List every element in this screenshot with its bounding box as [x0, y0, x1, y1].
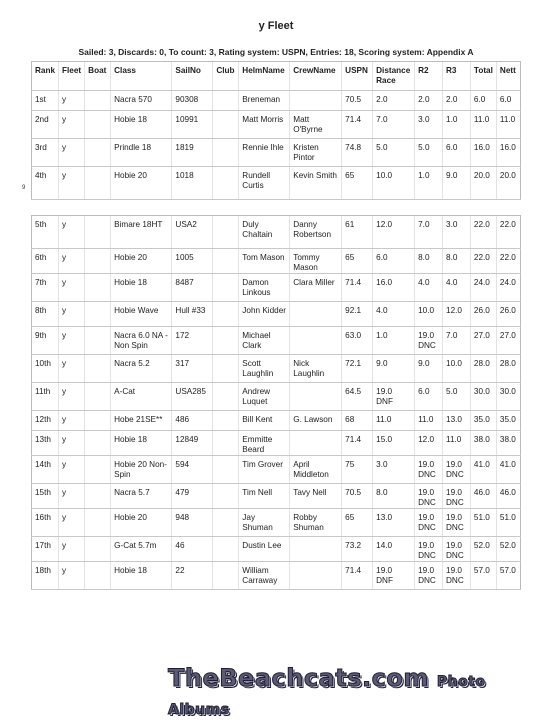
cell-sailno: 1005 — [172, 249, 213, 274]
table-row — [32, 509, 521, 537]
cell-rank: 4th — [32, 167, 59, 200]
cell-club — [213, 91, 239, 111]
cell-rank: 11th — [32, 383, 59, 411]
cell-class: Hobie 20 Non-Spin — [111, 456, 172, 484]
cell-r2: 4.0 — [415, 274, 443, 302]
cell-distance: 14.0 — [373, 537, 415, 562]
cell-sailno: 948 — [172, 509, 213, 537]
cell-fleet: y — [59, 456, 85, 484]
column-header: Fleet — [59, 62, 85, 91]
cell-fleet: y — [59, 111, 85, 139]
cell-r2: 19.0 DNC — [415, 327, 443, 355]
cell-sailno: 594 — [172, 456, 213, 484]
cell-club — [213, 411, 239, 431]
cell-uspn: 71.4 — [342, 274, 373, 302]
cell-nett: 35.0 — [496, 411, 520, 431]
cell-total: 46.0 — [470, 484, 496, 509]
cell-total: 28.0 — [470, 355, 496, 383]
cell-nett: 38.0 — [496, 431, 520, 456]
cell-uspn: 70.5 — [342, 484, 373, 509]
table-row — [32, 431, 521, 456]
cell-club — [213, 327, 239, 355]
cell-r2: 19.0 DNC — [415, 456, 443, 484]
cell-sailno: 22 — [172, 562, 213, 590]
cell-r3: 10.0 — [443, 355, 471, 383]
cell-nett: 52.0 — [496, 537, 520, 562]
cell-uspn: 70.5 — [342, 91, 373, 111]
cell-fleet: y — [59, 355, 85, 383]
cell-class: Hobie Wave — [111, 302, 172, 327]
cell-fleet: y — [59, 249, 85, 274]
cell-helm: Jay Shuman — [239, 509, 290, 537]
cell-class: Hobie 18 — [111, 431, 172, 456]
cell-nett: 22.0 — [496, 249, 520, 274]
cell-boat — [85, 216, 111, 249]
cell-sailno: 1819 — [172, 139, 213, 167]
cell-rank: 3rd — [32, 139, 59, 167]
cell-uspn: 73.2 — [342, 537, 373, 562]
cell-boat — [85, 411, 111, 431]
cell-boat — [85, 383, 111, 411]
cell-sailno: 317 — [172, 355, 213, 383]
cell-class: Hobie 20 — [111, 167, 172, 200]
cell-total: 22.0 — [470, 249, 496, 274]
cell-class: Hobe 21SE** — [111, 411, 172, 431]
cell-helm: Tim Grover — [239, 456, 290, 484]
cell-sailno: 486 — [172, 411, 213, 431]
cell-boat — [85, 91, 111, 111]
cell-total: 41.0 — [470, 456, 496, 484]
cell-uspn: 71.4 — [342, 431, 373, 456]
cell-boat — [85, 456, 111, 484]
cell-nett: 24.0 — [496, 274, 520, 302]
cell-boat — [85, 274, 111, 302]
table-row — [32, 249, 521, 274]
cell-class: Hobie 20 — [111, 509, 172, 537]
cell-club — [213, 139, 239, 167]
cell-distance: 3.0 — [373, 456, 415, 484]
cell-uspn: 92.1 — [342, 302, 373, 327]
cell-helm: Matt Morris — [239, 111, 290, 139]
cell-nett: 11.0 — [496, 111, 520, 139]
table-row — [32, 484, 521, 509]
cell-sailno: USA2 — [172, 216, 213, 249]
table-row — [32, 111, 521, 139]
cell-total: 20.0 — [470, 167, 496, 200]
cell-rank: 17th — [32, 537, 59, 562]
column-header: USPN — [342, 62, 373, 91]
table-row — [32, 562, 521, 590]
cell-r2: 19.0 DNC — [415, 509, 443, 537]
cell-class: Hobie 18 — [111, 274, 172, 302]
cell-distance: 8.0 — [373, 484, 415, 509]
cell-r3: 13.0 — [443, 411, 471, 431]
cell-rank: 14th — [32, 456, 59, 484]
cell-uspn: 72.1 — [342, 355, 373, 383]
cell-fleet: y — [59, 484, 85, 509]
cell-r2: 5.0 — [415, 139, 443, 167]
cell-fleet: y — [59, 537, 85, 562]
cell-crew: Matt O'Byrne — [290, 111, 342, 139]
cell-boat — [85, 562, 111, 590]
cell-club — [213, 111, 239, 139]
column-header: Class — [111, 62, 172, 91]
page-number: 9 — [22, 185, 26, 191]
cell-rank: 7th — [32, 274, 59, 302]
cell-total: 26.0 — [470, 302, 496, 327]
cell-r3: 4.0 — [443, 274, 471, 302]
cell-r3: 19.0 DNC — [443, 562, 471, 590]
cell-r2: 19.0 DNC — [415, 562, 443, 590]
cell-crew — [290, 383, 342, 411]
cell-sailno: 479 — [172, 484, 213, 509]
cell-r3: 2.0 — [443, 91, 471, 111]
cell-r2: 1.0 — [415, 167, 443, 200]
cell-uspn: 74.8 — [342, 139, 373, 167]
cell-boat — [85, 355, 111, 383]
cell-helm: Bill Kent — [239, 411, 290, 431]
cell-distance: 11.0 — [373, 411, 415, 431]
cell-r2: 3.0 — [415, 111, 443, 139]
cell-distance: 10.0 — [373, 167, 415, 200]
cell-fleet: y — [59, 91, 85, 111]
cell-fleet: y — [59, 139, 85, 167]
cell-class: Prindle 18 — [111, 139, 172, 167]
results-table — [31, 61, 521, 590]
cell-r2: 7.0 — [415, 216, 443, 249]
cell-distance: 9.0 — [373, 355, 415, 383]
table-row — [32, 274, 521, 302]
cell-r3: 9.0 — [443, 167, 471, 200]
column-header: CrewName — [290, 62, 342, 91]
table-row — [32, 383, 521, 411]
cell-total: 6.0 — [470, 91, 496, 111]
column-header: Club — [213, 62, 239, 91]
watermark-tagline: Photo Albums — [168, 674, 486, 718]
cell-uspn: 64.5 — [342, 383, 373, 411]
cell-crew — [290, 562, 342, 590]
cell-uspn: 71.4 — [342, 111, 373, 139]
cell-distance: 1.0 — [373, 327, 415, 355]
cell-club — [213, 431, 239, 456]
cell-boat — [85, 167, 111, 200]
cell-distance: 5.0 — [373, 139, 415, 167]
cell-distance: 19.0 DNF — [373, 562, 415, 590]
cell-crew: Kevin Smith — [290, 167, 342, 200]
cell-club — [213, 216, 239, 249]
cell-total: 35.0 — [470, 411, 496, 431]
cell-fleet: y — [59, 302, 85, 327]
cell-r2: 9.0 — [415, 355, 443, 383]
page-break-spacer — [32, 200, 521, 216]
cell-crew: Tommy Mason — [290, 249, 342, 274]
cell-r3: 19.0 DNC — [443, 509, 471, 537]
cell-helm: Breneman — [239, 91, 290, 111]
cell-crew: Tavy Nell — [290, 484, 342, 509]
column-header: Nett — [496, 62, 520, 91]
cell-helm: Emmitte Beard — [239, 431, 290, 456]
cell-club — [213, 249, 239, 274]
cell-club — [213, 383, 239, 411]
cell-crew: Robby Shuman — [290, 509, 342, 537]
table-row — [32, 91, 521, 111]
cell-distance: 4.0 — [373, 302, 415, 327]
cell-helm: Dustin Lee — [239, 537, 290, 562]
cell-helm: Damon Linkous — [239, 274, 290, 302]
cell-club — [213, 274, 239, 302]
cell-fleet: y — [59, 411, 85, 431]
table-row — [32, 302, 521, 327]
cell-class: Nacra 5.2 — [111, 355, 172, 383]
cell-rank: 5th — [32, 216, 59, 249]
watermark-brand: TheBeachcats.com — [168, 664, 429, 692]
cell-helm: William Carraway — [239, 562, 290, 590]
table-row — [32, 411, 521, 431]
cell-r2: 10.0 — [415, 302, 443, 327]
cell-total: 16.0 — [470, 139, 496, 167]
cell-uspn: 68 — [342, 411, 373, 431]
column-header: Boat — [85, 62, 111, 91]
cell-rank: 10th — [32, 355, 59, 383]
cell-helm: Tim Nell — [239, 484, 290, 509]
cell-r3: 6.0 — [443, 139, 471, 167]
cell-rank: 9th — [32, 327, 59, 355]
cell-club — [213, 456, 239, 484]
column-header: Total — [470, 62, 496, 91]
cell-r3: 8.0 — [443, 249, 471, 274]
cell-crew — [290, 91, 342, 111]
cell-helm: Michael Clark — [239, 327, 290, 355]
cell-sailno: 172 — [172, 327, 213, 355]
cell-class: Hobie 18 — [111, 562, 172, 590]
cell-distance: 19.0 DNF — [373, 383, 415, 411]
cell-total: 52.0 — [470, 537, 496, 562]
cell-distance: 15.0 — [373, 431, 415, 456]
cell-fleet: y — [59, 327, 85, 355]
cell-boat — [85, 139, 111, 167]
cell-boat — [85, 537, 111, 562]
cell-r2: 12.0 — [415, 431, 443, 456]
cell-boat — [85, 509, 111, 537]
cell-class: A-Cat — [111, 383, 172, 411]
cell-crew — [290, 431, 342, 456]
table-row — [32, 167, 521, 200]
cell-nett: 30.0 — [496, 383, 520, 411]
cell-fleet: y — [59, 562, 85, 590]
cell-fleet: y — [59, 383, 85, 411]
cell-fleet: y — [59, 167, 85, 200]
cell-rank: 18th — [32, 562, 59, 590]
cell-boat — [85, 111, 111, 139]
cell-total: 22.0 — [470, 216, 496, 249]
cell-r3: 3.0 — [443, 216, 471, 249]
cell-class: Hobie 18 — [111, 111, 172, 139]
cell-crew: Clara Miller — [290, 274, 342, 302]
cell-crew: Danny Robertson — [290, 216, 342, 249]
cell-fleet: y — [59, 216, 85, 249]
cell-r2: 19.0 DNC — [415, 484, 443, 509]
cell-sailno: 12849 — [172, 431, 213, 456]
cell-r3: 19.0 DNC — [443, 484, 471, 509]
cell-nett: 27.0 — [496, 327, 520, 355]
cell-r2: 11.0 — [415, 411, 443, 431]
cell-uspn: 63.0 — [342, 327, 373, 355]
cell-rank: 2nd — [32, 111, 59, 139]
cell-nett: 22.0 — [496, 216, 520, 249]
cell-boat — [85, 327, 111, 355]
cell-rank: 12th — [32, 411, 59, 431]
cell-distance: 2.0 — [373, 91, 415, 111]
page-break-cell — [32, 200, 521, 216]
cell-helm: Duly Chaltain — [239, 216, 290, 249]
cell-helm: Rundell Curtis — [239, 167, 290, 200]
cell-total: 38.0 — [470, 431, 496, 456]
column-header: R2 — [415, 62, 443, 91]
cell-class: Hobie 20 — [111, 249, 172, 274]
cell-total: 27.0 — [470, 327, 496, 355]
cell-total: 11.0 — [470, 111, 496, 139]
cell-fleet: y — [59, 431, 85, 456]
column-header: HelmName — [239, 62, 290, 91]
cell-rank: 13th — [32, 431, 59, 456]
cell-club — [213, 355, 239, 383]
header-row — [32, 62, 521, 91]
cell-nett: 20.0 — [496, 167, 520, 200]
cell-club — [213, 509, 239, 537]
cell-helm: Andrew Luquet — [239, 383, 290, 411]
results-summary: Sailed: 3, Discards: 0, To count: 3, Rating system: USPN, Entries: 18, Scoring system: Appendix A — [78, 47, 474, 57]
site-watermark — [168, 664, 552, 720]
cell-rank: 6th — [32, 249, 59, 274]
cell-helm: Rennie Ihle — [239, 139, 290, 167]
cell-distance: 6.0 — [373, 249, 415, 274]
cell-uspn: 65 — [342, 249, 373, 274]
cell-crew: Kristen Pintor — [290, 139, 342, 167]
cell-class: Nacra 570 — [111, 91, 172, 111]
cell-boat — [85, 484, 111, 509]
table-row — [32, 537, 521, 562]
cell-nett: 16.0 — [496, 139, 520, 167]
cell-class: Nacra 5.7 — [111, 484, 172, 509]
column-header: R3 — [443, 62, 471, 91]
cell-uspn: 61 — [342, 216, 373, 249]
cell-boat — [85, 431, 111, 456]
cell-total: 51.0 — [470, 509, 496, 537]
cell-nett: 6.0 — [496, 91, 520, 111]
cell-class: Nacra 6.0 NA - Non Spin — [111, 327, 172, 355]
cell-class: G-Cat 5.7m — [111, 537, 172, 562]
cell-r2: 6.0 — [415, 383, 443, 411]
cell-crew — [290, 302, 342, 327]
cell-rank: 8th — [32, 302, 59, 327]
cell-r3: 19.0 DNC — [443, 537, 471, 562]
cell-nett: 28.0 — [496, 355, 520, 383]
cell-r3: 11.0 — [443, 431, 471, 456]
cell-rank: 16th — [32, 509, 59, 537]
cell-sailno: USA285 — [172, 383, 213, 411]
cell-nett: 46.0 — [496, 484, 520, 509]
cell-crew — [290, 537, 342, 562]
column-header: SailNo — [172, 62, 213, 91]
table-row — [32, 456, 521, 484]
table-row — [32, 139, 521, 167]
cell-club — [213, 562, 239, 590]
cell-boat — [85, 302, 111, 327]
cell-helm: John Kidder — [239, 302, 290, 327]
cell-sailno: 10991 — [172, 111, 213, 139]
cell-nett: 51.0 — [496, 509, 520, 537]
cell-helm: Tom Mason — [239, 249, 290, 274]
column-header: Rank — [32, 62, 59, 91]
cell-class: Bimare 18HT — [111, 216, 172, 249]
cell-distance: 13.0 — [373, 509, 415, 537]
cell-fleet: y — [59, 274, 85, 302]
cell-fleet: y — [59, 509, 85, 537]
cell-uspn: 65 — [342, 509, 373, 537]
cell-crew: G. Lawson — [290, 411, 342, 431]
table-row — [32, 216, 521, 249]
cell-uspn: 65 — [342, 167, 373, 200]
cell-nett: 26.0 — [496, 302, 520, 327]
cell-nett: 57.0 — [496, 562, 520, 590]
table-row — [32, 355, 521, 383]
cell-uspn: 75 — [342, 456, 373, 484]
cell-nett: 41.0 — [496, 456, 520, 484]
cell-r3: 12.0 — [443, 302, 471, 327]
cell-sailno: 90308 — [172, 91, 213, 111]
cell-sailno: 1018 — [172, 167, 213, 200]
cell-distance: 12.0 — [373, 216, 415, 249]
cell-total: 30.0 — [470, 383, 496, 411]
cell-crew: Nick Laughlin — [290, 355, 342, 383]
cell-rank: 1st — [32, 91, 59, 111]
cell-club — [213, 302, 239, 327]
cell-r3: 19.0 DNC — [443, 456, 471, 484]
cell-club — [213, 167, 239, 200]
cell-total: 57.0 — [470, 562, 496, 590]
cell-sailno: 46 — [172, 537, 213, 562]
column-header: Distance Race — [373, 62, 415, 91]
cell-club — [213, 537, 239, 562]
table-row — [32, 327, 521, 355]
cell-r3: 5.0 — [443, 383, 471, 411]
cell-boat — [85, 249, 111, 274]
cell-total: 24.0 — [470, 274, 496, 302]
page-title: y Fleet — [258, 20, 294, 32]
cell-distance: 7.0 — [373, 111, 415, 139]
cell-r2: 19.0 DNC — [415, 537, 443, 562]
cell-rank: 15th — [32, 484, 59, 509]
cell-sailno: Hull #33 — [172, 302, 213, 327]
cell-crew: April Middleton — [290, 456, 342, 484]
cell-distance: 16.0 — [373, 274, 415, 302]
cell-uspn: 71.4 — [342, 562, 373, 590]
cell-helm: Scott Laughlin — [239, 355, 290, 383]
cell-crew — [290, 327, 342, 355]
cell-r2: 2.0 — [415, 91, 443, 111]
cell-club — [213, 484, 239, 509]
cell-r2: 8.0 — [415, 249, 443, 274]
cell-r3: 7.0 — [443, 327, 471, 355]
cell-r3: 1.0 — [443, 111, 471, 139]
cell-sailno: 8487 — [172, 274, 213, 302]
